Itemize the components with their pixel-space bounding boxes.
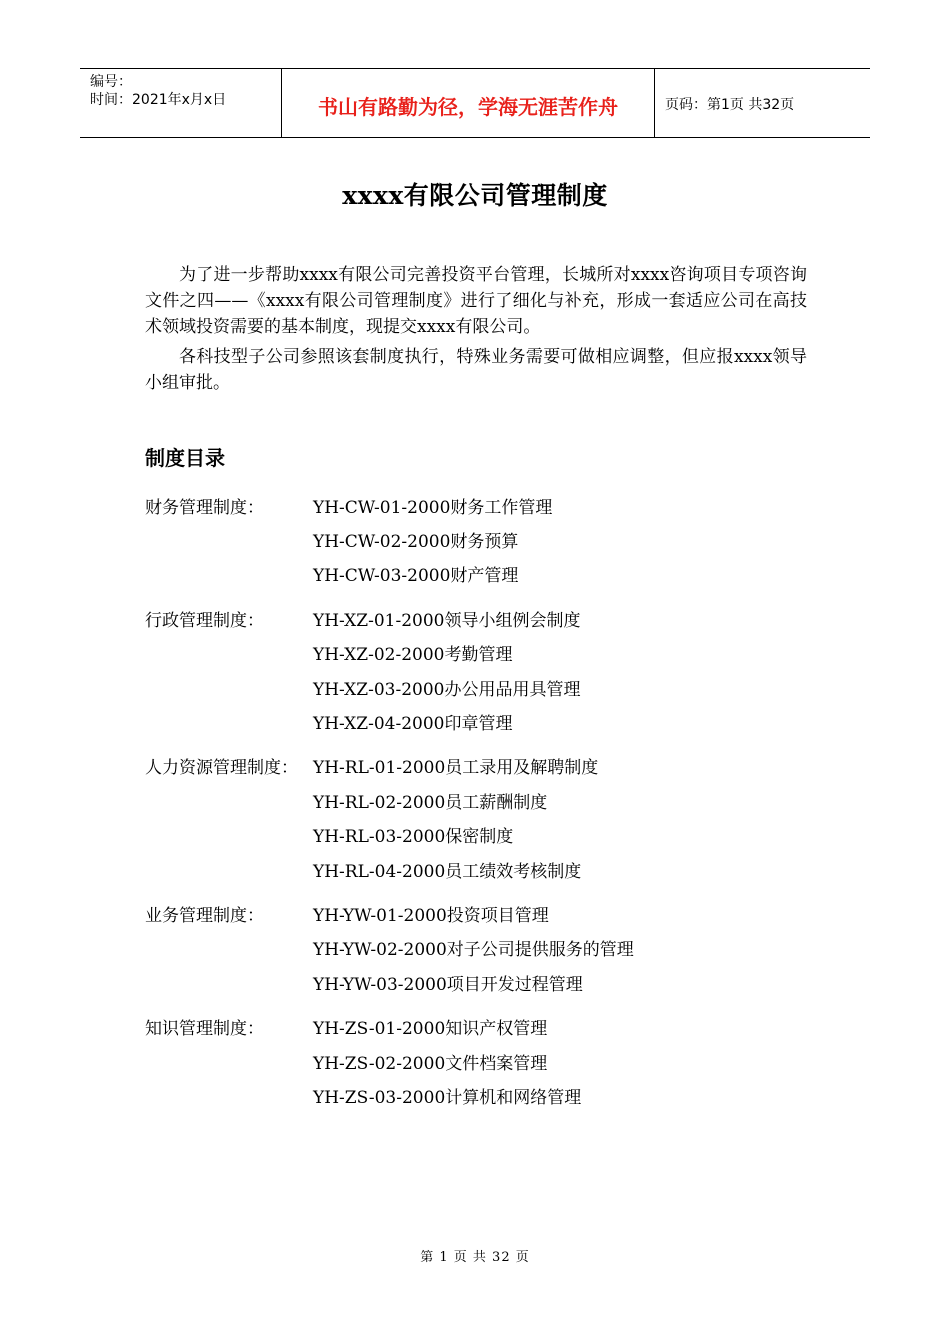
document-title: xxxx有限公司管理制度 (342, 181, 608, 210)
header-page-info: 页码：第1页 共32页 (665, 97, 795, 113)
header-number: 编号： (90, 74, 132, 90)
toc-group (145, 749, 845, 887)
intro-paragraph: 为了进一步帮助xxxx有限公司完善投资平台管理，长城所对xxxx咨询项目专项咨询文件之四——《xxxx有限公司管理制度》进行了细化与补充，形成一套适应公司在高技术领域投资需要的基本制度，现提交xxxx有限公司。 (145, 265, 807, 337)
toc-item: YH-XZ-01-2000领导小组例会制度 (313, 610, 581, 631)
toc-item: YH-RL-01-2000员工录用及解聘制度 (313, 758, 599, 779)
toc-row (145, 601, 845, 635)
intro-paragraph: 各科技型子公司参照该套制度执行，特殊业务需要可做相应调整，但应报xxxx领导小组审批。 (145, 347, 807, 393)
toc-row (145, 670, 845, 704)
toc-item: YH-ZS-03-2000计算机和网络管理 (313, 1087, 582, 1108)
toc-category: 人力资源管理制度： (145, 758, 298, 779)
toc-item: YH-XZ-03-2000办公用品用具管理 (313, 679, 581, 700)
toc-item: YH-RL-03-2000保密制度 (313, 827, 514, 848)
toc-row (145, 896, 845, 930)
toc-group (145, 601, 845, 739)
toc-group (145, 488, 845, 591)
toc-item: YH-RL-02-2000员工薪酬制度 (313, 792, 548, 813)
toc-item: YH-RL-04-2000员工绩效考核制度 (313, 861, 582, 882)
toc-row (145, 931, 845, 965)
toc-row (145, 783, 845, 817)
toc-item: YH-CW-01-2000财务工作管理 (313, 497, 553, 518)
toc-item: YH-YW-03-2000项目开发过程管理 (313, 974, 583, 995)
header-meta (80, 69, 282, 137)
toc-row (145, 852, 845, 886)
toc-item: YH-XZ-04-2000印章管理 (313, 714, 513, 735)
toc-list (145, 488, 845, 1123)
toc-row (145, 557, 845, 591)
toc-item: YH-CW-02-2000财务预算 (313, 532, 519, 553)
toc-row (145, 1078, 845, 1112)
toc-item: YH-ZS-02-2000文件档案管理 (313, 1053, 548, 1074)
toc-category: 业务管理制度： (145, 905, 264, 926)
toc-item: YH-ZS-01-2000知识产权管理 (313, 1019, 548, 1040)
toc-row (145, 818, 845, 852)
toc-group (145, 1009, 845, 1112)
toc-row (145, 636, 845, 670)
toc-row (145, 522, 845, 556)
toc-row (145, 965, 845, 999)
header-time: 时间：2021年x月x日 (90, 92, 227, 108)
page-header (80, 68, 870, 138)
toc-row (145, 749, 845, 783)
toc-item: YH-CW-03-2000财产管理 (313, 566, 519, 587)
toc-row (145, 704, 845, 738)
toc-category: 行政管理制度： (145, 610, 264, 631)
toc-item: YH-YW-02-2000对子公司提供服务的管理 (313, 940, 634, 961)
toc-category: 知识管理制度： (145, 1019, 264, 1040)
toc-item: YH-YW-01-2000投资项目管理 (313, 905, 549, 926)
toc-heading: 制度目录 (145, 446, 225, 470)
toc-group (145, 896, 845, 999)
toc-row (145, 1009, 845, 1043)
page-footer: 第 1 页 共 32 页 (420, 1250, 530, 1265)
header-motto: 书山有路勤为径，学海无涯苦作舟 (282, 69, 655, 137)
toc-item: YH-XZ-02-2000考勤管理 (313, 645, 513, 666)
intro-section (145, 262, 807, 400)
toc-category: 财务管理制度： (145, 497, 264, 518)
toc-row (145, 488, 845, 522)
toc-row (145, 1044, 845, 1078)
